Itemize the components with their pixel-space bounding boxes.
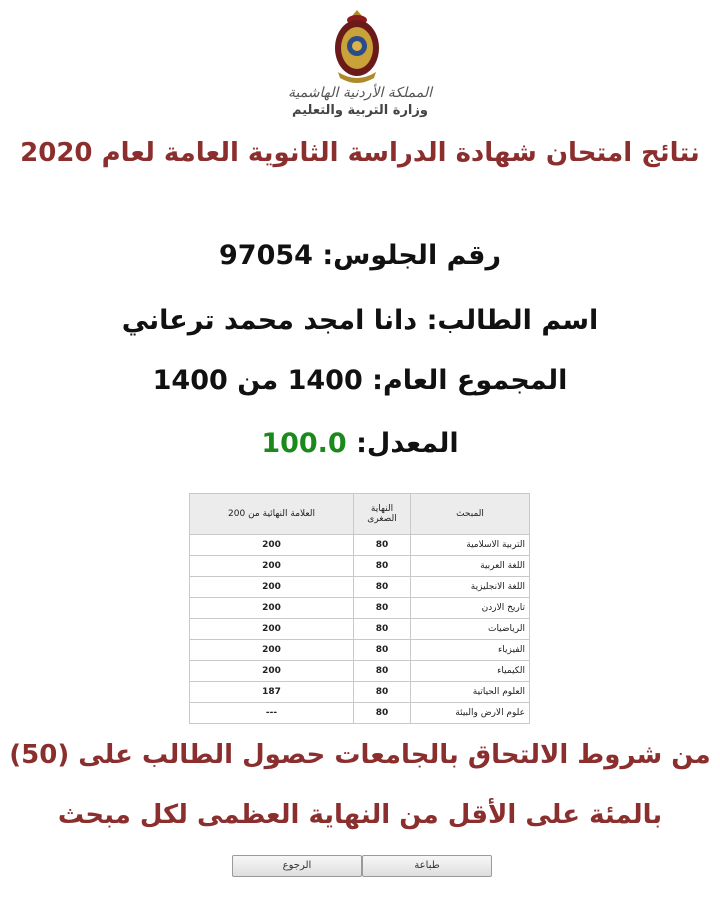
table-row (190, 598, 530, 619)
jordan-coat-of-arms-icon (330, 8, 384, 84)
header-min-line1: النهاية (370, 504, 394, 514)
average-value: 100.0 (261, 428, 347, 459)
min-cell: 80 (354, 640, 411, 661)
subject-cell: اللغة الانجليزية (411, 577, 530, 598)
min-cell: 80 (354, 703, 411, 724)
subject-cell: الرياضيات (411, 619, 530, 640)
final-cell: 200 (190, 577, 354, 598)
table-row (190, 619, 530, 640)
final-cell: 187 (190, 682, 354, 703)
admission-notice-line2: بالمئة على الأقل من النهاية العظمى لكل مبحث (57, 800, 663, 830)
final-cell: 200 (190, 535, 354, 556)
page-title: نتائج امتحان شهادة الدراسة الثانوية العامة لعام 2020 (20, 138, 700, 168)
min-cell: 80 (354, 619, 411, 640)
back-button[interactable]: الرجوع (232, 855, 362, 877)
subject-cell: الكيمياء (411, 661, 530, 682)
total-value: 1400 (287, 365, 363, 396)
subject-cell: العلوم الحياتية (411, 682, 530, 703)
subject-cell: التربية الاسلامية (411, 535, 530, 556)
grades-table (189, 493, 530, 724)
table-row (190, 703, 530, 724)
seat-label: رقم الجلوس: (322, 240, 501, 271)
print-button[interactable]: طباعة (362, 855, 492, 877)
min-cell: 80 (354, 682, 411, 703)
name-label: اسم الطالب: (426, 305, 599, 336)
final-cell: 200 (190, 619, 354, 640)
total-line (0, 365, 720, 396)
table-row (190, 661, 530, 682)
table-row (190, 577, 530, 598)
header-min (354, 494, 411, 535)
average-label: المعدل: (356, 428, 459, 459)
ministry-name: وزارة التربية والتعليم (292, 103, 428, 118)
table-row (190, 556, 530, 577)
final-cell: 200 (190, 598, 354, 619)
header-subject: المبحث (411, 494, 530, 535)
subject-cell: تاريخ الاردن (411, 598, 530, 619)
table-header-row (190, 494, 530, 535)
min-cell: 80 (354, 556, 411, 577)
table-row (190, 535, 530, 556)
final-cell: --- (190, 703, 354, 724)
min-cell: 80 (354, 661, 411, 682)
final-cell: 200 (190, 640, 354, 661)
final-cell: 200 (190, 556, 354, 577)
final-cell: 200 (190, 661, 354, 682)
seat-number-line (0, 240, 720, 271)
table-row (190, 640, 530, 661)
admission-notice-line1: من شروط الالتحاق بالجامعات حصول الطالب على (50) (9, 740, 711, 770)
min-cell: 80 (354, 535, 411, 556)
min-cell: 80 (354, 577, 411, 598)
header-final: العلامة النهائية من 200 (190, 494, 354, 535)
average-line (0, 428, 720, 459)
seat-number: 97054 (219, 240, 313, 271)
subject-cell: علوم الارض والبيئة (411, 703, 530, 724)
min-cell: 80 (354, 598, 411, 619)
subject-cell: اللغة العربية (411, 556, 530, 577)
total-max: 1400 (152, 365, 228, 396)
total-of: من (237, 365, 279, 396)
header (0, 0, 720, 130)
kingdom-name: المملكة الأردنية الهاشمية (287, 85, 433, 101)
total-label: المجموع العام: (372, 365, 568, 396)
header-min-line2: الصغرى (367, 514, 397, 524)
table-row (190, 682, 530, 703)
student-name-line (0, 305, 720, 336)
subject-cell: الفيزياء (411, 640, 530, 661)
student-name: دانا امجد محمد ترعاني (121, 305, 418, 336)
